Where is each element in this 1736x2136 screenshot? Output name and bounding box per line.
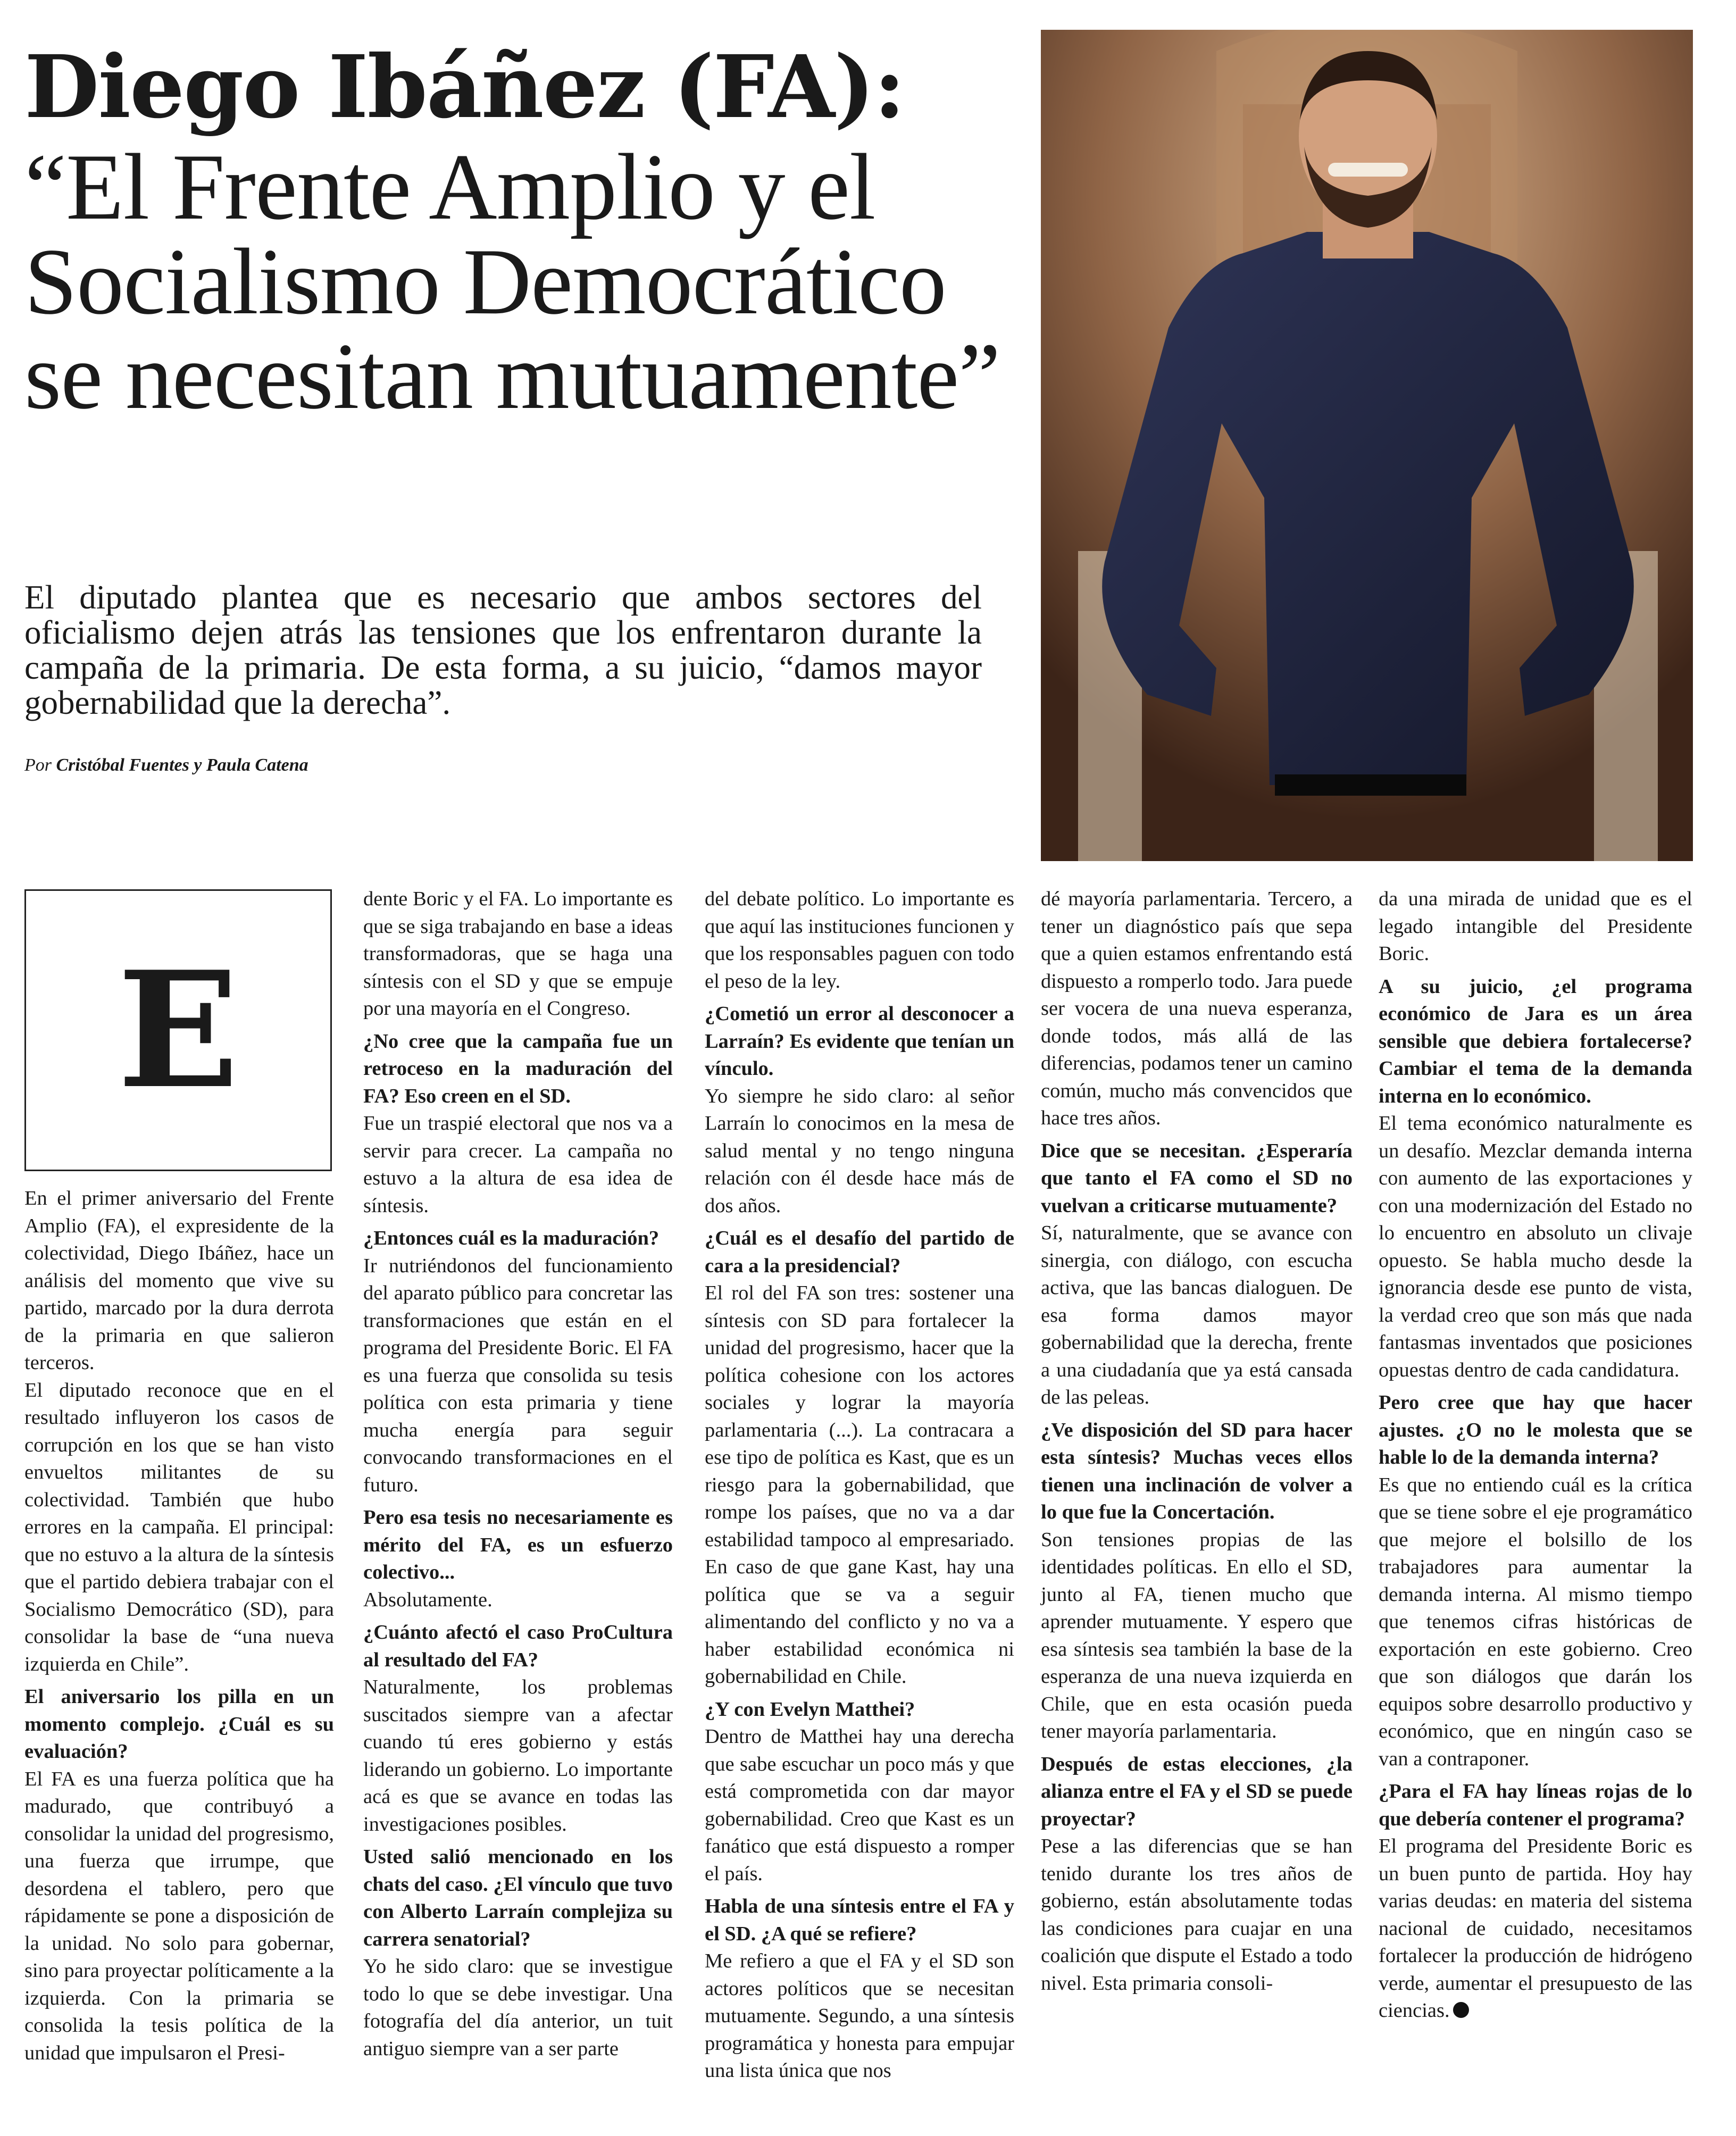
article-paragraph	[705, 1723, 1014, 1888]
article-paragraph	[363, 1110, 673, 1220]
paragraph-text: Pero esa tesis no necesariamente es mérito del FA, es un esfuerzo colectivo...	[363, 1506, 673, 1583]
paragraph-text: Dice que se necesitan. ¿Esperaría que tanto el FA como el SD no vuelvan a criticarse mutuamente?	[1041, 1139, 1353, 1217]
article-column-2	[363, 886, 673, 2063]
article-paragraph	[363, 1253, 673, 1499]
article-paragraph	[24, 1377, 334, 1679]
article-paragraph	[705, 1280, 1014, 1691]
dropcap-box	[24, 889, 332, 1171]
interview-question	[705, 1225, 1014, 1280]
paragraph-text: dé mayoría parlamentaria. Tercero, a tener un diagnóstico país que sepa que a quien estamos enfrentando está dispuesto a romperlo todo. Jara puede ser vocera de una nueva esperanza, donde todos, más allá de las diferencias, podamos tener un camino común, mucho más convencidos que hace tres años.	[1041, 888, 1353, 1129]
article-paragraph	[1041, 1526, 1353, 1746]
paragraph-text: El tema económico naturalmente es un desafío. Mezclar demanda interna con aumento de las exportaciones y con una modernización del Estado no lo encuentro en absoluto un clivaje opuesto. Se habla mucho desde la ignorancia desde ese punto de vista, la verdad creo que son más que nada fantasmas inventados que posiciones opuestas dentro de cada candidatura.	[1379, 1112, 1692, 1381]
article-paragraph	[1041, 886, 1353, 1132]
interview-question	[705, 1696, 1014, 1724]
paragraph-text: Después de estas elecciones, ¿la alianza entre el FA y el SD se puede proyectar?	[1041, 1753, 1353, 1830]
interview-question	[1379, 1389, 1692, 1472]
byline-authors: Cristóbal Fuentes y Paula Catena	[56, 755, 308, 775]
paragraph-text: En el primer aniversario del Frente Amplio (FA), el expresidente de la colectividad, Diego Ibáñez, hace un análisis del momento que vive su partido, marcado por la dura derrota de la primaria en que salieron terceros.	[24, 1187, 334, 1374]
paragraph-text: Me refiero a que el FA y el SD son actores políticos que se necesitan mutuamente. Segundo, a una síntesis programática y honesta para empujar una lista única que nos	[705, 1950, 1014, 2082]
article-paragraph	[24, 1766, 334, 2067]
article-paragraph	[705, 1083, 1014, 1220]
interview-question	[705, 1893, 1014, 1948]
paragraph-text: Pese a las diferencias que se han tenido durante los tres años de gobierno, están absolutamente todas las condiciones para cuajar en una coalición que dispute el Estado a todo nivel. Esta primaria consoli-	[1041, 1835, 1353, 1995]
paragraph-text: Son tensiones propias de las identidades políticas. En ello el SD, junto al FA, tienen mucho que aprender mutuamente. Y espero que esa síntesis sea también la base de la esperanza de una nueva izquierda en Chile, que en esta ocasión pueda tener mayoría parlamentaria.	[1041, 1528, 1353, 1742]
article-column-4	[1041, 886, 1353, 1997]
interview-question	[1041, 1751, 1353, 1833]
paragraph-text: Ir nutriéndonos del funcionamiento del aparato público para concretar las transformaciones que están en el programa del Presidente Boric. El FA es una fuerza que consolida su tesis política con esta primaria y tiene mucha energía para seguir convocando transformaciones en el futuro.	[363, 1254, 673, 1496]
paragraph-text: Usted salió mencionado en los chats del caso. ¿El vínculo que tuvo con Alberto Larraín complejiza su carrera senatorial?	[363, 1846, 673, 1950]
article-paragraph	[1379, 1833, 1692, 2025]
paragraph-text: El FA es una fuerza política que ha madurado, que contribuyó a consolidar la unidad del progresismo, una fuerza que irrumpe, que desordena el tablero, pero que rápidamente se pone a disposición de la unidad. No solo para gobernar, sino para proyectar políticamente a la izquierda. Con la primaria se consolida la tesis política de la unidad que impulsaron el Presi-	[24, 1767, 334, 2064]
article-paragraph	[1379, 1110, 1692, 1384]
paragraph-text: ¿Cometió un error al desconocer a Larraín? Es evidente que tenían un vínculo.	[705, 1003, 1014, 1080]
byline	[24, 755, 663, 775]
paragraph-text: Yo he sido claro: que se investigue todo lo que se debe investigar. Una fotografía del día anterior, un tuit antiguo siempre van a ser parte	[363, 1955, 673, 2060]
article-paragraph	[705, 886, 1014, 995]
paragraph-text: A su juicio, ¿el programa económico de Jara es un área sensible que debiera fortalecerse? Cambiar el tema de la demanda interna en lo económico.	[1379, 975, 1692, 1107]
interview-question	[705, 1000, 1014, 1083]
paragraph-text: Dentro de Matthei hay una derecha que sabe escuchar un poco más y que está comprometida con dar mayor gobernabilidad. Creo que Kast es un fanático que está dispuesto a romper el país.	[705, 1725, 1014, 1885]
interview-question	[1379, 973, 1692, 1111]
interview-question	[1041, 1417, 1353, 1526]
article-paragraph	[1041, 1833, 1353, 1997]
headline-quote: “El Frente Amplio y el Socialismo Democrático se necesitan mutuamente”	[24, 134, 1000, 429]
article-deck: El diputado plantea que es necesario que ambos sectores del oficialismo dejen atrás las tensiones que los enfrentaron durante la campaña de la primaria. De esta forma, a su juicio, “damos mayor gobernabilidad que la derecha”.	[24, 579, 982, 721]
article-paragraph	[1379, 1472, 1692, 1773]
article-paragraph	[705, 1948, 1014, 2085]
end-mark-icon	[1453, 2002, 1469, 2018]
article-paragraph	[363, 1674, 673, 1838]
article-paragraph	[363, 1953, 673, 2063]
paragraph-text: El programa del Presidente Boric es un buen punto de partida. Hoy hay varias deudas: en materia del sistema nacional de cuidado, necesitamos fortalecer la producción de hidrógeno verde, aumentar el presupuesto de las ciencias.	[1379, 1835, 1692, 2022]
article-paragraph	[363, 1587, 673, 1614]
paragraph-text: El diputado reconoce que en el resultado influyeron los casos de corrupción en los que se han visto envueltos militantes de su colectividad. También que hubo errores en la campaña. El principal: que no estuvo a la altura de la síntesis que el partido debiera trabajar con el Socialismo Democrático (SD), para consolidar la base de “una nueva izquierda en Chile”.	[24, 1379, 334, 1675]
paragraph-text: ¿Cuánto afectó el caso ProCultura al resultado del FA?	[363, 1621, 673, 1671]
paragraph-text: ¿Ve disposición del SD para hacer esta síntesis? Muchas veces ellos tienen una inclinación de volver a lo que fue la Concertación.	[1041, 1419, 1353, 1523]
paragraph-text: El aniversario los pilla en un momento complejo. ¿Cuál es su evaluación?	[24, 1686, 334, 1763]
paragraph-text: ¿No cree que la campaña fue un retroceso en la maduración del FA? Eso creen en el SD.	[363, 1030, 673, 1107]
paragraph-text: Naturalmente, los problemas suscitados siempre van a afectar cuando tú eres gobierno y estás liderando un gobierno. Lo importante acá es que se avance en todas las investigaciones posibles.	[363, 1676, 673, 1835]
interview-question	[363, 1225, 673, 1253]
paragraph-text: Fue un traspié electoral que nos va a servir para crecer. La campaña no estuvo a la altura de esa idea de síntesis.	[363, 1112, 673, 1217]
interview-question	[1379, 1778, 1692, 1833]
interview-question	[1041, 1138, 1353, 1220]
interview-question	[363, 1504, 673, 1587]
paragraph-text: Pero cree que hay que hacer ajustes. ¿O no le molesta que se hable lo de la demanda interna?	[1379, 1391, 1692, 1468]
interview-question	[363, 1028, 673, 1111]
article-paragraph	[1041, 1220, 1353, 1412]
article-column-5	[1379, 886, 1692, 2025]
article-paragraph	[24, 1185, 334, 1377]
paragraph-text: Habla de una síntesis entre el FA y el SD. ¿A qué se refiere?	[705, 1895, 1014, 1945]
paragraph-text: ¿Entonces cuál es la maduración?	[363, 1227, 660, 1249]
article-paragraph	[363, 886, 673, 1023]
paragraph-text: Yo siempre he sido claro: al señor Larraín lo conocimos en la mesa de salud mental y no tengo ninguna relación con él desde hace más de dos años.	[705, 1084, 1014, 1217]
paragraph-text: Absolutamente.	[363, 1588, 493, 1611]
paragraph-text: ¿Y con Evelyn Matthei?	[705, 1698, 915, 1721]
article-paragraph	[1379, 886, 1692, 968]
portrait-photo	[1041, 30, 1693, 861]
paragraph-text: dente Boric y el FA. Lo importante es que se siga trabajando en base a ideas transformadoras, que se haga una síntesis con el SD y que se empuje por una mayoría en el Congreso.	[363, 888, 673, 1020]
interview-question	[24, 1683, 334, 1766]
interview-question	[363, 1619, 673, 1674]
article-column-3	[705, 886, 1014, 2085]
paragraph-text: da una mirada de unidad que es el legado intangible del Presidente Boric.	[1379, 888, 1692, 965]
byline-prefix: Por	[24, 755, 52, 775]
paragraph-text: El rol del FA son tres: sostener una síntesis con SD para fortalecer la unidad del progresismo, hacer que la política cohesione con los actores sociales y lograr la mayoría parlamentaria (...). La contracara a ese tipo de política es Kast, que es un riesgo para la gobernabilidad, que rompe los países, que no va a dar estabilidad tampoco al empresariado. En caso de que gane Kast, hay una política que se va a seguir alimentando del conflicto y no va a haber estabilidad económica ni gobernabilidad en Chile.	[705, 1282, 1014, 1688]
dropcap-letter: E	[117, 936, 239, 1124]
interview-question	[363, 1843, 673, 1953]
paragraph-text: ¿Para el FA hay líneas rojas de lo que debería contener el programa?	[1379, 1780, 1692, 1830]
paragraph-text: ¿Cuál es el desafío del partido de cara a la presidencial?	[705, 1227, 1014, 1277]
paragraph-text: Es que no entiendo cuál es la crítica que se tiene sobre el eje programático que mejore el bolsillo de los trabajadores para aumentar la demanda interna. Al mismo tiempo que tenemos cifras históricas de exportación en este gobierno. Creo que son diálogos que darán los equipos sobre desarrollo productivo y económico, que en ningún caso se van a contraponer.	[1379, 1473, 1692, 1770]
headline-name: Diego Ibáñez (FA):	[24, 37, 905, 138]
paragraph-text: del debate político. Lo importante es que aquí las instituciones funcionen y que los responsables paguen con todo el peso de la ley.	[705, 888, 1014, 992]
article-column-1	[24, 1185, 334, 2067]
paragraph-text: Sí, naturalmente, que se avance con sinergia, con diálogo, con escucha activa, que las bancas dialoguen. De esa forma damos mayor gobernabilidad que la derecha, frente a una ciudadanía que ya está cansada de las peleas.	[1041, 1222, 1353, 1408]
